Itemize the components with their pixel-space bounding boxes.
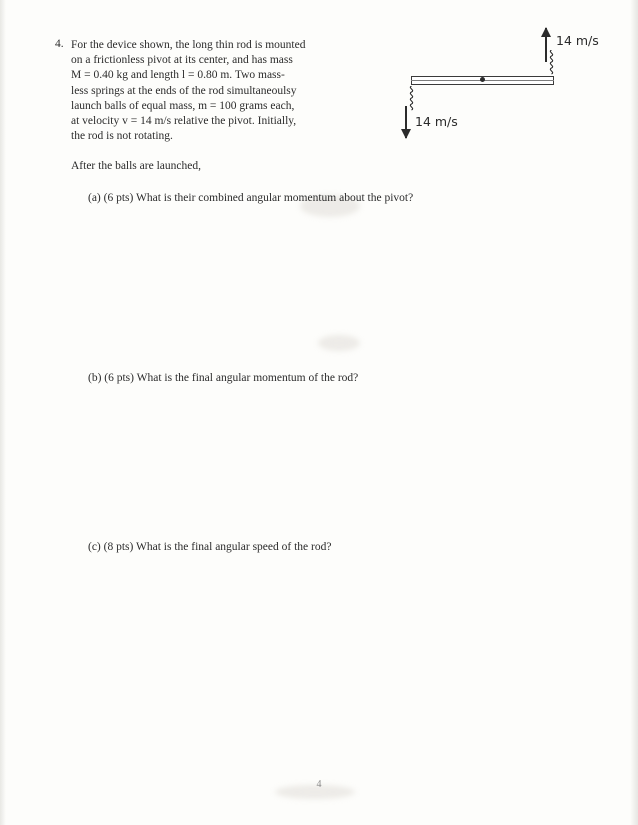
- part-a-prompt: (a) (6 pts) What is their combined angular momentum about the pivot?: [88, 192, 414, 204]
- question-body-line: on a frictionless pivot at its center, and has mass: [71, 54, 293, 67]
- velocity-arrow-down-icon: [405, 106, 407, 138]
- spring-left-icon: [407, 86, 416, 112]
- question-body-line: M = 0.40 kg and length l = 0.80 m. Two mass-: [71, 69, 285, 82]
- question-body-line: at velocity v = 14 m/s relative the pivot. Initially,: [71, 115, 297, 128]
- part-c-prompt: (c) (8 pts) What is the final angular speed of the rod?: [88, 541, 332, 553]
- pivot-point-icon: [480, 77, 485, 82]
- question-number: 4.: [55, 38, 64, 50]
- scan-smudge: [318, 335, 360, 351]
- question-body-line: launch balls of equal mass, m = 100 grams each,: [71, 99, 295, 112]
- question-body-line: the rod is not rotating.: [71, 130, 173, 143]
- question-body-line: For the device shown, the long thin rod is mounted: [71, 39, 306, 51]
- spring-right-icon: [547, 50, 556, 76]
- velocity-label-top: 14 m/s: [556, 33, 599, 48]
- velocity-label-bottom: 14 m/s: [415, 114, 458, 129]
- question-body: [71, 38, 336, 144]
- page-number: 4: [316, 779, 322, 790]
- device-figure: [395, 28, 620, 153]
- part-b-prompt: (b) (6 pts) What is the final angular momentum of the rod?: [88, 372, 359, 384]
- after-launch-text: After the balls are launched,: [71, 160, 201, 172]
- velocity-arrow-up-icon: [545, 28, 547, 62]
- question-body-line: less springs at the ends of the rod simultaneoulsy: [71, 84, 297, 97]
